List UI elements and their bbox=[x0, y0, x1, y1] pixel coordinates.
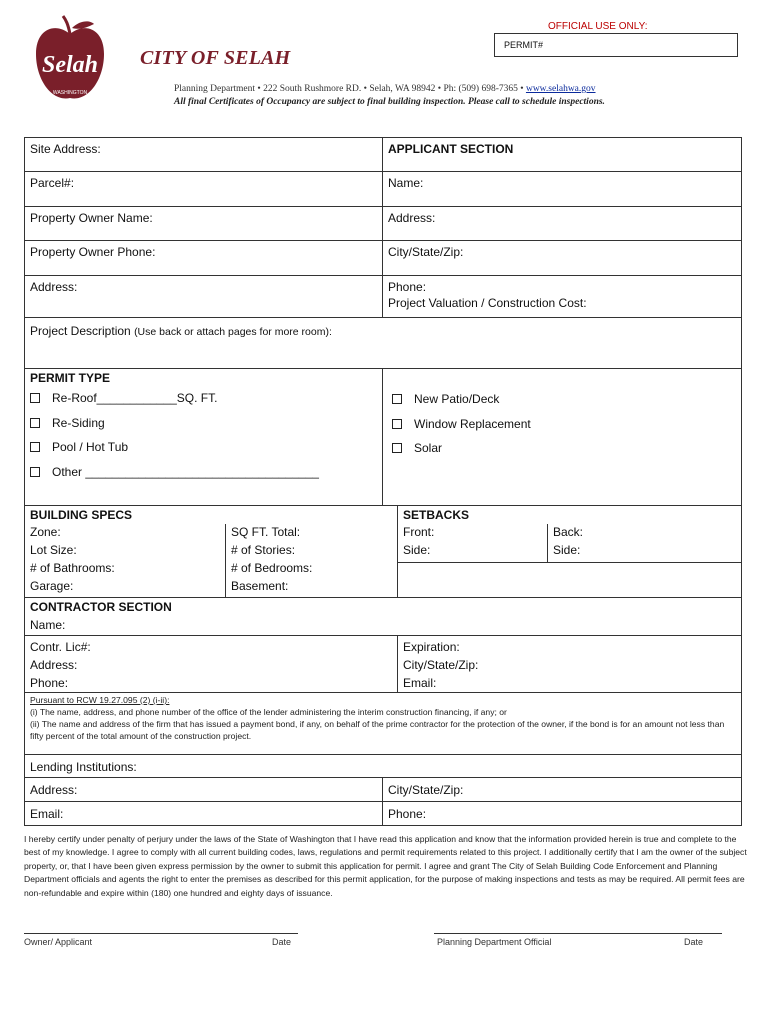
owner-signature-line[interactable] bbox=[24, 933, 298, 934]
option-solar[interactable]: Solar bbox=[392, 441, 736, 455]
owner-address-field[interactable]: Address: bbox=[25, 276, 383, 317]
specs-col-left bbox=[25, 524, 226, 597]
lending-address-field[interactable]: Address: bbox=[25, 778, 383, 801]
rcw-title: Pursuant to RCW 19.27.095 (2) (i-ii): bbox=[30, 695, 170, 705]
bathrooms-field[interactable]: # of Bathrooms: bbox=[30, 561, 115, 575]
form-row bbox=[24, 241, 742, 276]
owner-phone-field[interactable]: Property Owner Phone: bbox=[25, 241, 383, 275]
lending-phone-field[interactable]: Phone: bbox=[388, 807, 427, 821]
inspection-notice: All final Certificates of Occupancy are subject to final building inspection. Please call to schedule inspections. bbox=[174, 97, 605, 107]
specs-section bbox=[24, 506, 742, 598]
lending-email-field[interactable]: Email: bbox=[25, 802, 383, 825]
permit-type-heading: PERMIT TYPE bbox=[30, 371, 111, 385]
front-setback-field[interactable]: Front: bbox=[403, 525, 435, 539]
contractor-name-field[interactable]: Name: bbox=[30, 618, 66, 632]
contractor-city-state-zip-field[interactable]: City/State/Zip: bbox=[403, 658, 479, 672]
official-use-label: OFFICIAL USE ONLY: bbox=[548, 21, 648, 32]
lot-size-field[interactable]: Lot Size: bbox=[30, 543, 77, 557]
form-row bbox=[24, 172, 742, 207]
permit-label: PERMIT# bbox=[504, 40, 544, 50]
specs-col-right bbox=[226, 524, 397, 597]
applicant-name-field[interactable]: Name: bbox=[388, 176, 424, 190]
stories-field[interactable]: # of Stories: bbox=[231, 543, 296, 557]
contractor-heading-row bbox=[24, 598, 742, 636]
garage-field[interactable]: Garage: bbox=[30, 579, 74, 593]
applicant-phone-valuation bbox=[383, 276, 741, 317]
contractor-col-left bbox=[25, 636, 398, 692]
building-specs-grid bbox=[25, 524, 397, 597]
form-row bbox=[24, 318, 742, 369]
project-description-label: Project Description bbox=[30, 324, 131, 338]
setbacks-heading: SETBACKS bbox=[403, 508, 470, 522]
form-row bbox=[24, 755, 742, 778]
sqft-total-field[interactable]: SQ FT. Total: bbox=[231, 525, 301, 539]
contractor-col-right bbox=[398, 636, 741, 692]
form-row bbox=[24, 137, 742, 172]
applicant-city-state-zip-field[interactable]: City/State/Zip: bbox=[388, 245, 464, 259]
option-residing[interactable]: Re-Siding bbox=[30, 416, 377, 440]
rcw-item-i: (i) The name, address, and phone number of the office of the lender administering the interim construction financing, if any; or bbox=[30, 707, 507, 717]
permit-number-field[interactable] bbox=[494, 33, 738, 57]
checkbox-icon[interactable] bbox=[30, 467, 40, 477]
back-setback-field[interactable]: Back: bbox=[553, 525, 584, 539]
rcw-notice bbox=[25, 693, 741, 754]
project-description-field[interactable] bbox=[25, 318, 741, 368]
department-address: Planning Department • 222 South Rushmore RD. • Selah, WA 98942 • Ph: (509) 698-7365 • bbox=[174, 84, 526, 94]
department-contact-line bbox=[174, 84, 596, 94]
contractor-expiration-field[interactable]: Expiration: bbox=[403, 640, 460, 654]
project-valuation-field[interactable]: Project Valuation / Construction Cost: bbox=[388, 296, 587, 310]
application-form bbox=[24, 137, 742, 826]
checkbox-icon[interactable] bbox=[392, 443, 402, 453]
building-specs-heading: BUILDING SPECS bbox=[30, 508, 133, 522]
building-specs bbox=[25, 506, 398, 597]
checkbox-icon[interactable] bbox=[30, 442, 40, 452]
owner-name-field[interactable]: Property Owner Name: bbox=[25, 207, 383, 240]
side-setback-field[interactable]: Side: bbox=[403, 543, 431, 557]
form-row bbox=[24, 207, 742, 241]
form-row bbox=[24, 276, 742, 318]
permit-type-left bbox=[25, 369, 383, 505]
contractor-address-field[interactable]: Address: bbox=[30, 658, 78, 672]
side-setback-field-2[interactable]: Side: bbox=[553, 543, 581, 557]
rcw-item-ii: (ii) The name and address of the firm that has issued a payment bond, if any, on behalf of the prime contractor for the protection of the owner, if the bond is for an amount not less than fifty percent of the total amount of the construction project. bbox=[30, 719, 725, 741]
option-reroof[interactable]: Re-Roof____________SQ. FT. bbox=[30, 391, 377, 416]
option-patio[interactable]: New Patio/Deck bbox=[392, 392, 736, 417]
checkbox-icon[interactable] bbox=[392, 394, 402, 404]
option-pool[interactable]: Pool / Hot Tub bbox=[30, 440, 377, 465]
official-signature-line[interactable] bbox=[434, 933, 722, 934]
owner-signature-label: Owner/ Applicant bbox=[24, 937, 93, 947]
setbacks-col-left bbox=[398, 524, 548, 562]
zone-field[interactable]: Zone: bbox=[30, 525, 61, 539]
checkbox-icon[interactable] bbox=[30, 418, 40, 428]
owner-date-label: Date bbox=[272, 937, 292, 947]
basement-field[interactable]: Basement: bbox=[231, 579, 289, 593]
checkbox-icon[interactable] bbox=[30, 393, 40, 403]
option-window[interactable]: Window Replacement bbox=[392, 417, 736, 441]
official-date-label: Date bbox=[684, 937, 704, 947]
city-apple-logo bbox=[30, 14, 110, 106]
permit-type-section bbox=[24, 369, 742, 506]
bedrooms-field[interactable]: # of Bedrooms: bbox=[231, 561, 313, 575]
checkbox-icon[interactable] bbox=[392, 419, 402, 429]
form-row bbox=[24, 778, 742, 802]
lending-institutions-field[interactable]: Lending Institutions: bbox=[30, 760, 137, 774]
form-row bbox=[24, 802, 742, 826]
applicant-section-heading: APPLICANT SECTION bbox=[388, 142, 514, 156]
official-signature-label: Planning Department Official bbox=[437, 937, 552, 947]
project-description-note: (Use back or attach pages for more room): bbox=[134, 326, 332, 338]
certification-statement: I hereby certify under penalty of perjury under the laws of the State of Washington that I have read this application and know that the information provided herein is true and complete to the best of my knowledge. I agree to comply with all current building codes, laws, regulations and permit requirements related to this project. I additionally certify that I am the owner of the subject property, or, that I have been given express permission by the owner to submit this application for permit. I agree and grant The City of Selah Building Code Enforcement and Planning Department officials and agents the right to enter the premises as described for this permit application, for the purpose of making inspections and tests as may be required. All permit fees are non-refundable and expire within (180) one hundred and eighty days of issuance. bbox=[24, 834, 747, 898]
setbacks-col-right bbox=[548, 524, 741, 562]
logo-subtext: WASHINGTON bbox=[52, 90, 88, 96]
city-title: CITY OF SELAH bbox=[140, 47, 291, 69]
contractor-phone-field[interactable]: Phone: bbox=[30, 676, 69, 690]
applicant-address-field[interactable]: Address: bbox=[388, 211, 436, 225]
lending-city-state-zip-field[interactable]: City/State/Zip: bbox=[388, 783, 464, 797]
option-other[interactable]: Other ___________________________________ bbox=[30, 465, 377, 479]
parcel-field[interactable]: Parcel#: bbox=[25, 172, 383, 206]
applicant-phone-field[interactable]: Phone: bbox=[388, 280, 427, 294]
contractor-email-field[interactable]: Email: bbox=[403, 676, 437, 690]
logo-wordmark: Selah bbox=[41, 52, 99, 78]
permit-type-right bbox=[383, 369, 741, 505]
contractor-section-heading: CONTRACTOR SECTION bbox=[30, 600, 172, 614]
contractor-license-field[interactable]: Contr. Lic#: bbox=[30, 640, 91, 654]
site-address-field[interactable]: Site Address: bbox=[25, 138, 383, 171]
rcw-row bbox=[24, 693, 742, 755]
setbacks-grid bbox=[398, 524, 741, 563]
contractor-details bbox=[24, 636, 742, 693]
website-link[interactable]: www.selahwa.gov bbox=[525, 84, 596, 94]
setbacks bbox=[398, 506, 741, 597]
